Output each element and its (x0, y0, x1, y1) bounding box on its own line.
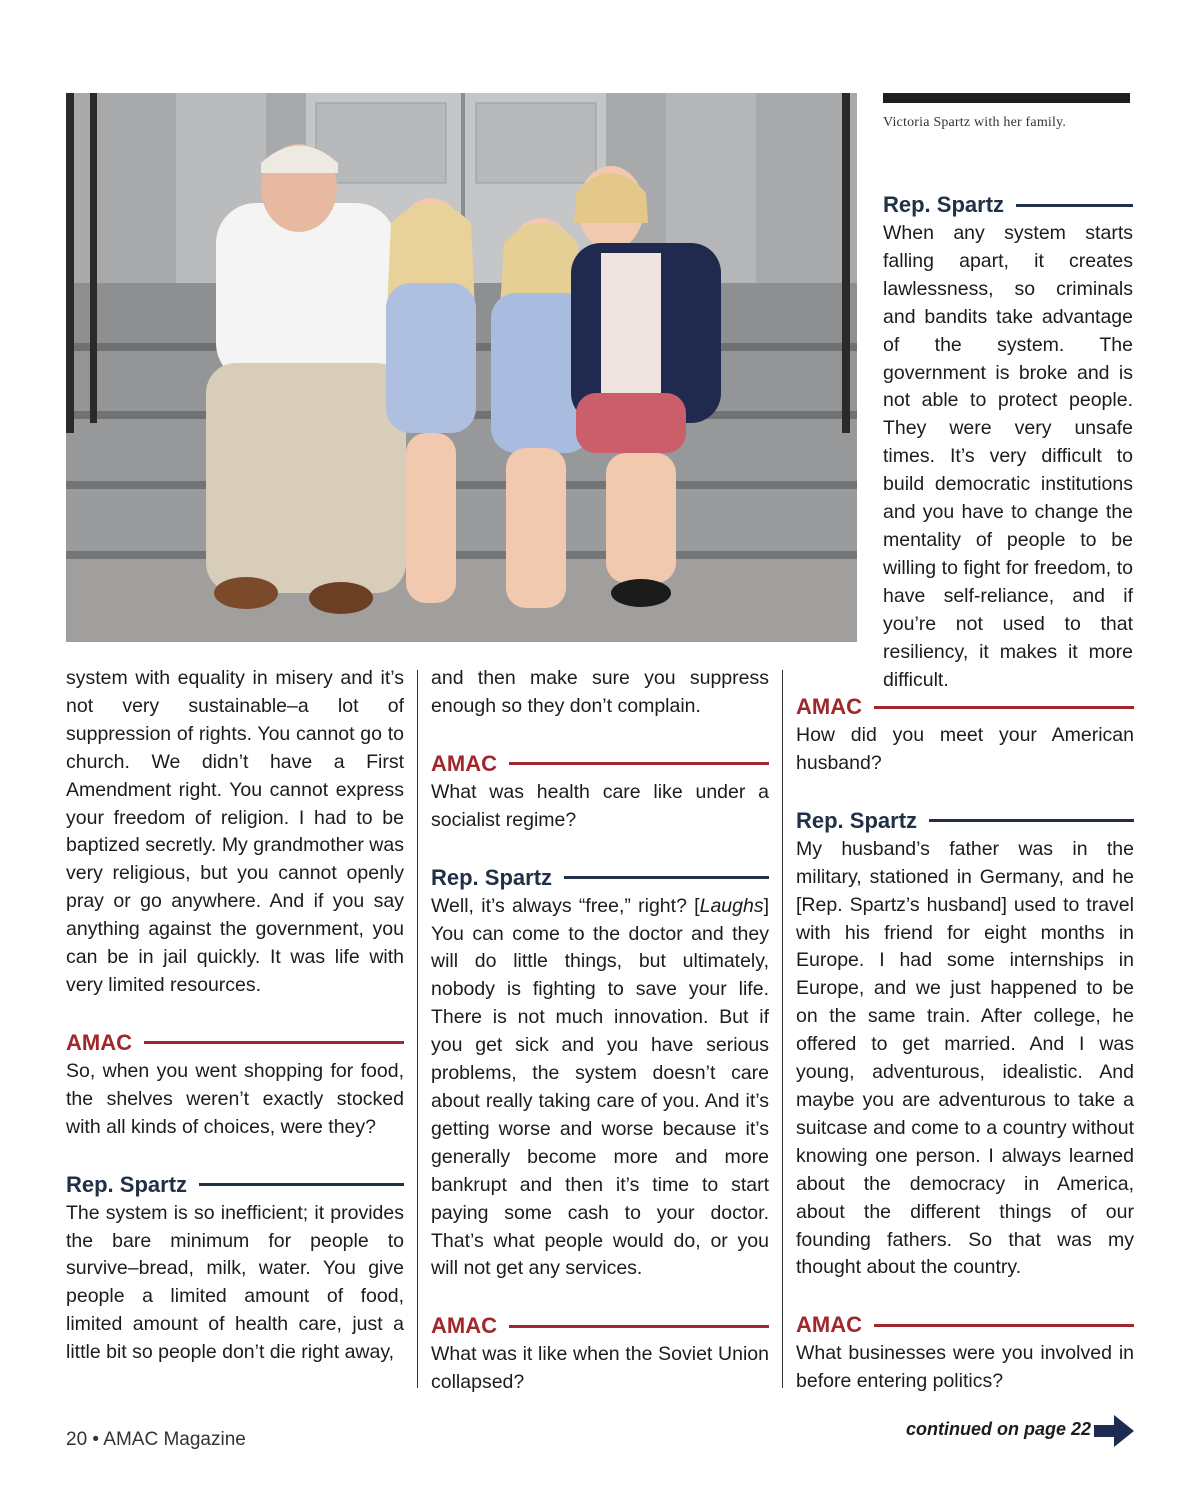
answer-text: When any system starts falling apart, it creates lawlessness, so criminals and bandits take advantage of the system. The government is broke and is not able to protect people. They were very unsafe times. It’s very difficult to build democratic institutions and you have to change the mentality of people to be willing to fight for freedom, to have self-reliance, and if you’re not used to that resiliency, it makes it more difficult. (883, 222, 1133, 691)
question-text: What businesses were you involved in before entering politics? (796, 1342, 1134, 1393)
answer-text (431, 893, 769, 1284)
page-footer: 20 • AMAC Magazine (66, 1429, 246, 1450)
family-photo (66, 93, 857, 642)
speaker-heading-amac (431, 1311, 769, 1341)
family-photo-illustration (66, 93, 857, 642)
question-text: How did you meet your American husband? (796, 724, 1134, 774)
right-column-top (883, 190, 1133, 694)
heading-rule (509, 1325, 769, 1328)
column-2 (431, 665, 769, 1397)
speaker-label: AMAC (431, 750, 497, 776)
speaker-label: AMAC (796, 694, 862, 719)
answer-text: My husband’s father was in the military, stationed in Germany, and he [Rep. Spartz’s husband] used to travel with his friend for eight months in Europe. I had some internships in Europe, and we just happened to be on the same train. After college, he offered to get married. And I was young, adventurous, idealistic. And maybe you are adventurous to take a suitcase and come to a country without knowing one person. I always learned about the democracy in America, about the different things of our founding fathers. So that was my thought about the country. (796, 837, 1134, 1279)
heading-rule (199, 1183, 404, 1186)
speaker-heading-spartz (796, 806, 1134, 836)
photo-caption: Victoria Spartz with her family. (883, 115, 1067, 130)
column-divider (417, 670, 418, 1388)
heading-rule (874, 1324, 1134, 1327)
heading-rule (1016, 204, 1133, 207)
caption-bar (883, 93, 1130, 103)
arrow-right-icon[interactable] (1092, 1409, 1136, 1453)
heading-rule (874, 706, 1134, 709)
speaker-heading-amac (796, 692, 1134, 722)
speaker-label: AMAC (431, 1313, 497, 1339)
column-1 (66, 665, 404, 1367)
column-divider (782, 670, 783, 1388)
speaker-heading-amac (431, 749, 769, 779)
heading-rule (929, 819, 1134, 822)
answer-text-start: Well, it’s always “free,” right? [ (431, 894, 700, 917)
question-text: What was health care like under a socialist regime? (431, 780, 769, 831)
speaker-heading-amac (66, 1028, 404, 1058)
speaker-label: Rep. Spartz (796, 807, 918, 833)
question-text: So, when you went shopping for food, the shelves weren’t exactly stocked with all kinds of choices, were they? (66, 1059, 404, 1138)
heading-rule (144, 1041, 404, 1044)
question-text: What was it like when the Soviet Union collapsed? (431, 1343, 769, 1394)
speaker-label: Rep. Spartz (431, 864, 553, 890)
speaker-heading-spartz (883, 190, 1133, 220)
speaker-heading-spartz (66, 1170, 404, 1200)
answer-text: The system is so inefficient; it provides the bare minimum for people to survive–bread, milk, water. You give people a limited amount of food, limited amount of health care, just a little bit so people don’t die right away, (66, 1201, 404, 1364)
heading-rule (509, 762, 769, 765)
heading-rule (564, 876, 769, 879)
answer-text-rest: ] You can come to the doctor and they will do little things, but ultimately, nobody is fighting to save your life. There is not much innovation. But if you get sick and you have serious problems, the system doesn’t care about really taking care of you. And it’s getting worse and worse because it’s generally become more and more bankrupt and then it’s time to start paying some cash to your doctor. That’s what people would do, or you will not get any services. (431, 894, 769, 1280)
continued-link[interactable]: continued on page 22 (906, 1419, 1092, 1439)
answer-text: and then make sure you suppress enough so they don’t complain. (431, 667, 769, 717)
speaker-label: AMAC (66, 1029, 132, 1055)
speaker-heading-spartz (431, 863, 769, 893)
column-3 (796, 692, 1134, 1396)
speaker-label: Rep. Spartz (883, 192, 1005, 217)
laughs-annotation: Laughs (699, 894, 764, 917)
speaker-label: Rep. Spartz (66, 1171, 188, 1197)
answer-text: system with equality in misery and it’s not very sustainable–a lot of suppression of rights. You cannot go to church. We didn’t have a First Amendment right. You cannot express your freedom of religion. I had to be baptized secretly. My grandmother was very religious, but you cannot openly pray or go anywhere. And if you say anything against the government, you can be in jail quickly. It was life with very limited resources. (66, 667, 404, 996)
speaker-heading-amac (796, 1310, 1134, 1340)
speaker-label: AMAC (796, 1312, 862, 1338)
